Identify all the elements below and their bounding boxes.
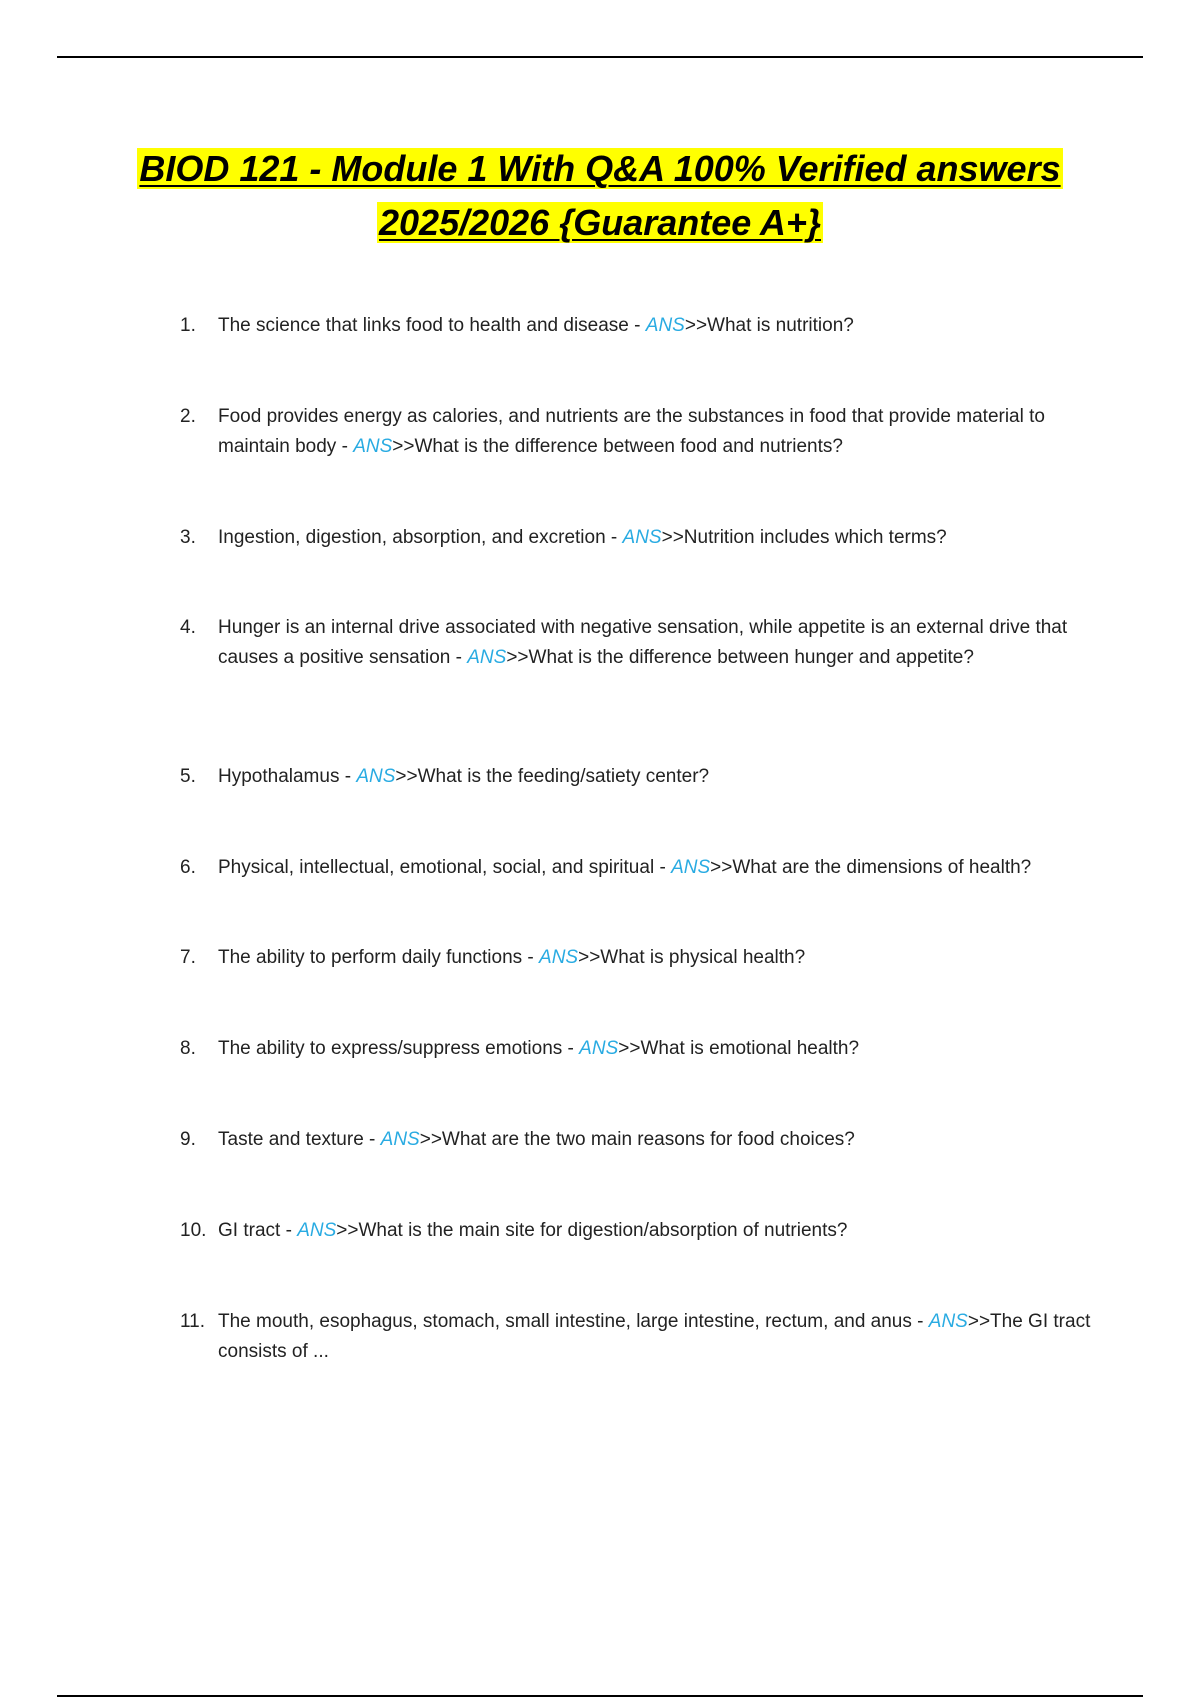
qa-answer: Ingestion, digestion, absorption, and excretion - [218, 527, 623, 548]
qa-item-9 [180, 1125, 1100, 1155]
qa-number: 7. [180, 947, 196, 968]
title-line-2: 2025/2026 {Guarantee A+} [379, 202, 821, 243]
qa-answer: Hunger is an internal drive associated with negative sensation, while appetite is an external drive that causes a positive sensation - [218, 617, 1068, 668]
qa-question: >>What is the difference between hunger and appetite? [506, 647, 974, 668]
qa-text [218, 943, 1100, 973]
qa-item-7 [180, 943, 1100, 973]
qa-item-11 [180, 1307, 1100, 1367]
qa-question: >>Nutrition includes which terms? [661, 527, 947, 548]
qa-answer: The ability to express/suppress emotions - [218, 1038, 580, 1059]
qa-question: >>The GI tract consists of ... [218, 1311, 1091, 1362]
qa-question: >>What is nutrition? [684, 315, 854, 336]
ans-label: ANS [622, 527, 662, 548]
ans-label: ANS [928, 1311, 968, 1332]
qa-question: >>What is the difference between food and nutrients? [392, 436, 843, 457]
qa-number: 4. [180, 617, 196, 638]
qa-number: 2. [180, 406, 196, 427]
ans-label: ANS [356, 766, 396, 787]
qa-item-1 [180, 311, 1100, 341]
qa-answer: GI tract - [218, 1220, 298, 1241]
ans-label: ANS [467, 647, 507, 668]
qa-text [218, 1216, 1100, 1246]
qa-text [218, 523, 1100, 553]
qa-question: >>What is the feeding/satiety center? [395, 766, 710, 787]
qa-item-3 [180, 523, 1100, 553]
ans-label: ANS [297, 1220, 337, 1241]
ans-label: ANS [353, 436, 393, 457]
qa-question: >>What is physical health? [578, 947, 806, 968]
qa-item-5 [180, 762, 1100, 792]
qa-question: >>What are the dimensions of health? [710, 857, 1032, 878]
ans-label: ANS [579, 1038, 619, 1059]
qa-answer: Food provides energy as calories, and nutrients are the substances in food that provide material to maintain body - [218, 406, 1045, 457]
qa-number: 5. [180, 766, 196, 787]
qa-question: >>What is the main site for digestion/absorption of nutrients? [336, 1220, 848, 1241]
qa-number: 1. [180, 315, 196, 336]
qa-item-2 [180, 402, 1100, 462]
qa-answer: Taste and texture - [218, 1129, 381, 1150]
qa-question: >>What are the two main reasons for food choices? [419, 1129, 855, 1150]
qa-item-8 [180, 1034, 1100, 1064]
page-bottom-rule [57, 1695, 1143, 1697]
qa-number: 6. [180, 857, 196, 878]
qa-text [218, 1125, 1100, 1155]
qa-number: 9. [180, 1129, 196, 1150]
qa-item-4 [180, 613, 1100, 673]
qa-text [218, 613, 1100, 673]
qa-text [218, 402, 1100, 462]
qa-answer: The science that links food to health and disease - [218, 315, 646, 336]
qa-question: >>What is emotional health? [618, 1038, 860, 1059]
ans-label: ANS [671, 857, 711, 878]
qa-number: 3. [180, 527, 196, 548]
qa-number: 8. [180, 1038, 196, 1059]
qa-number: 11. [180, 1311, 206, 1332]
qa-number: 10. [180, 1220, 207, 1241]
qa-item-6 [180, 853, 1100, 883]
qa-text [218, 1034, 1100, 1064]
qa-text [218, 853, 1100, 883]
ans-label: ANS [539, 947, 579, 968]
qa-item-10 [180, 1216, 1100, 1246]
title-line-1: BIOD 121 - Module 1 With Q&A 100% Verified answers [139, 148, 1061, 189]
qa-answer: The ability to perform daily functions - [218, 947, 540, 968]
qa-answer: Hypothalamus - [218, 766, 357, 787]
qa-text [218, 311, 1100, 341]
qa-answer: Physical, intellectual, emotional, social, and spiritual - [218, 857, 672, 878]
ans-label: ANS [380, 1129, 420, 1150]
qa-answer: The mouth, esophagus, stomach, small intestine, large intestine, rectum, and anus - [218, 1311, 929, 1332]
qa-text [218, 762, 1100, 792]
qa-text [218, 1307, 1100, 1367]
ans-label: ANS [645, 315, 685, 336]
